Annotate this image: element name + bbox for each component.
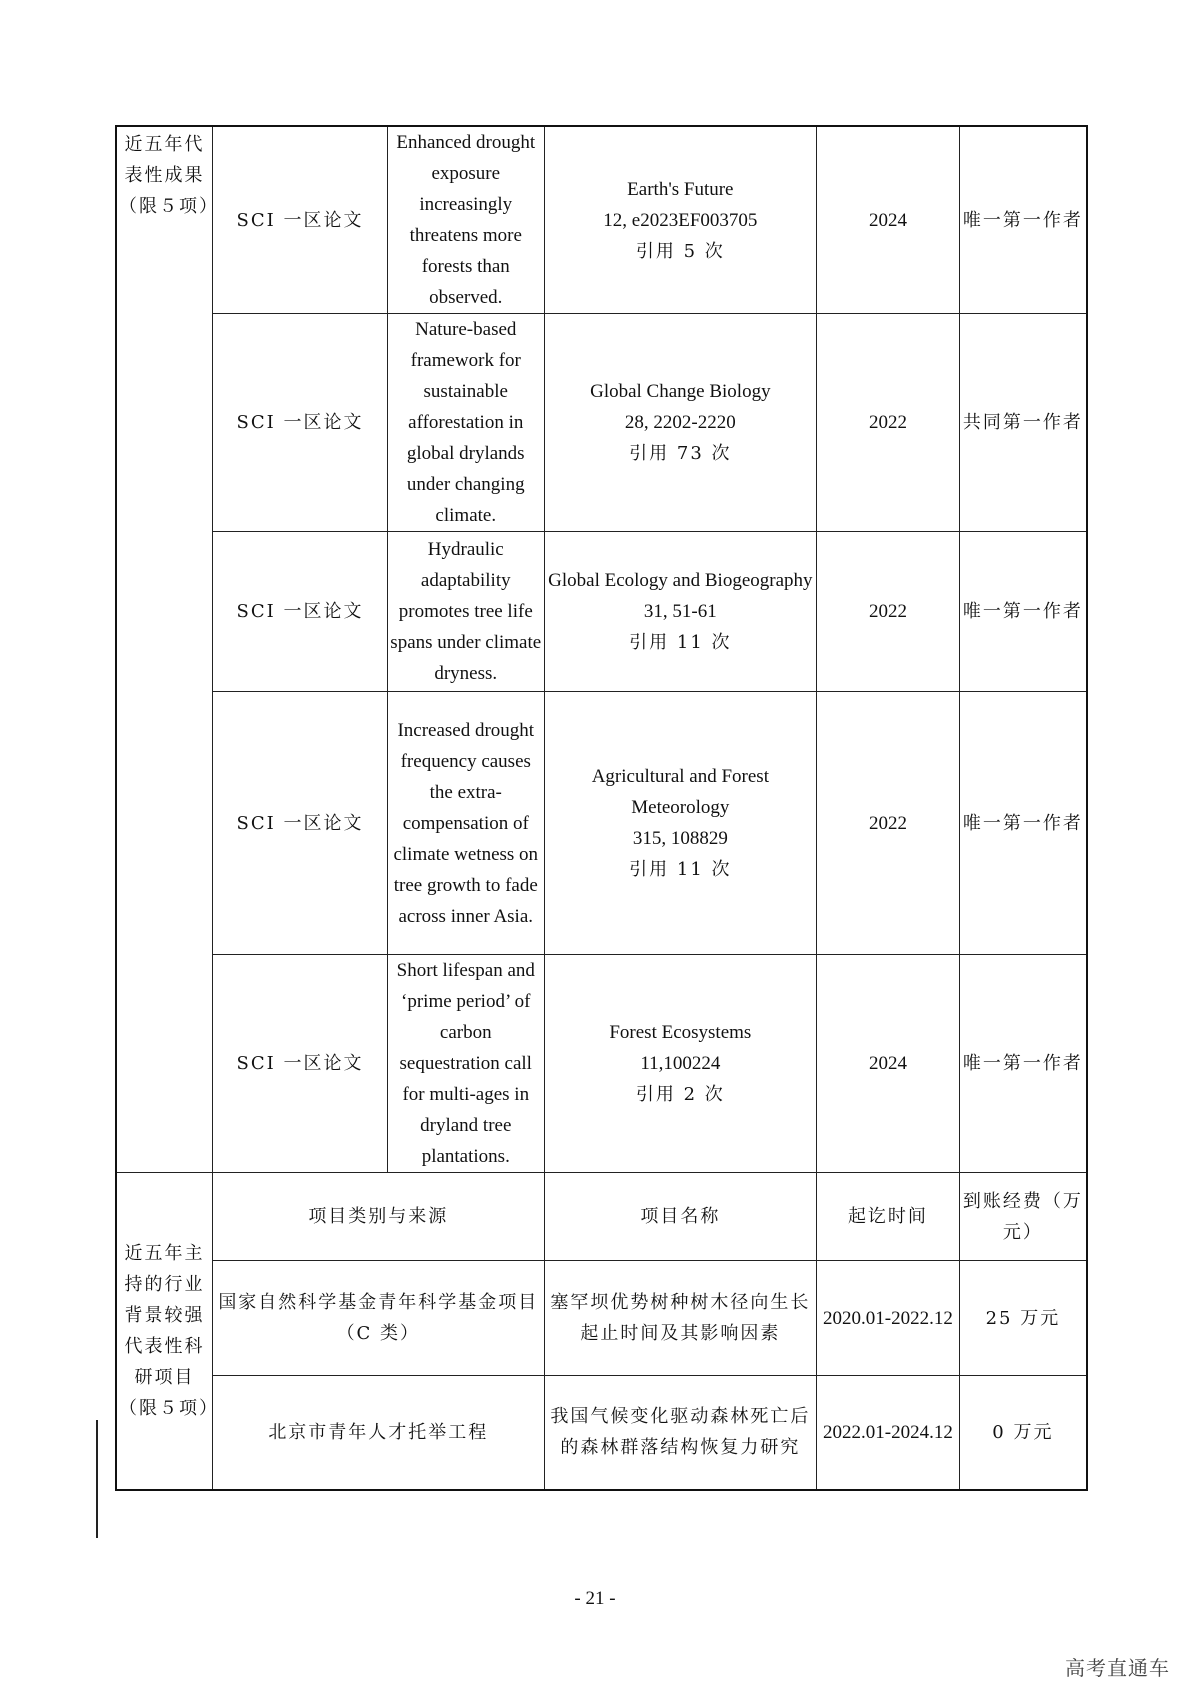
project-period: 2020.01-2022.12: [817, 1261, 960, 1376]
journal-name: Global Ecology and Biogeography: [548, 570, 813, 591]
section2-label: [116, 1173, 219, 1490]
header-project-name: 项目名称: [544, 1173, 817, 1261]
journal-info: [544, 955, 817, 1173]
project-period: 2022.01-2024.12: [817, 1376, 960, 1490]
label-line: （限５项）: [119, 196, 219, 217]
project-row: [116, 1261, 1087, 1376]
label-line: 代表性科: [124, 1335, 205, 1357]
journal-name: Global Change Biology: [590, 381, 771, 402]
author-role: 唯一第一作者: [959, 532, 1087, 692]
journal-name: Agricultural and Forest Meteorology: [591, 766, 769, 818]
achievement-type: SCI 一区论文: [213, 314, 388, 532]
journal-info: [544, 314, 817, 532]
achievement-type: SCI 一区论文: [213, 532, 388, 692]
journal-volume: 28, 2202-2220: [624, 412, 736, 433]
project-category: 北京市青年人才托举工程: [213, 1376, 545, 1490]
label-line: 研项目: [134, 1366, 195, 1388]
year: 2022: [817, 314, 960, 532]
achievement-type: SCI 一区论文: [213, 955, 388, 1173]
section1-label: [116, 126, 219, 1173]
project-name: 塞罕坝优势树种树木径向生长起止时间及其影响因素: [544, 1261, 817, 1376]
year: 2022: [817, 532, 960, 692]
project-funding: 25 万元: [959, 1261, 1087, 1376]
journal-volume: 31, 51-61: [643, 601, 717, 622]
achievement-row: [116, 692, 1087, 955]
label-line: （限５项）: [119, 1397, 219, 1419]
paper-title: Nature-based framework for sustainable afforestation in global drylands under changing climate.: [387, 314, 544, 532]
journal-info: [544, 532, 817, 692]
project-funding: 0 万元: [959, 1376, 1087, 1490]
label-line: 近五年主: [124, 1242, 205, 1264]
paper-title: Increased drought frequency causes the extra-compensation of climate wetness on tree growth to fade across inner Asia.: [387, 692, 544, 955]
page-number: - 21 -: [574, 1588, 616, 1609]
paper-title: Short lifespan and ‘prime period’ of carbon sequestration call for multi-ages in dryland tree plantations.: [387, 955, 544, 1173]
journal-volume: 12, e2023EF003705: [603, 209, 758, 231]
watermark-text: 高考直通车: [1065, 1656, 1170, 1680]
project-row: [116, 1376, 1087, 1490]
label-line: 近五年代: [124, 134, 205, 155]
achievement-row: [116, 126, 1087, 314]
achievement-row: [116, 314, 1087, 532]
journal-name: Forest Ecosystems: [609, 1022, 752, 1043]
citation-count: 引用 5 次: [635, 240, 725, 262]
label-line: 表性成果: [124, 165, 205, 186]
year: 2024: [817, 126, 960, 314]
citation-count: 引用 2 次: [635, 1084, 725, 1105]
label-line: 背景较强: [124, 1304, 205, 1326]
header-period: 起讫时间: [817, 1173, 960, 1261]
author-role: 共同第一作者: [959, 314, 1087, 532]
paper-title: Enhanced drought exposure increasingly threatens more forests than observed.: [387, 126, 544, 314]
project-name: 我国气候变化驱动森林死亡后的森林群落结构恢复力研究: [544, 1376, 817, 1490]
journal-name: Earth's Future: [627, 178, 734, 200]
project-header-row: [116, 1173, 1087, 1261]
label-line: 持的行业: [124, 1273, 205, 1295]
journal-volume: 11,100224: [640, 1053, 721, 1074]
author-role: 唯一第一作者: [959, 126, 1087, 314]
achievement-type: SCI 一区论文: [213, 126, 388, 314]
citation-count: 引用 11 次: [629, 632, 732, 653]
achievement-row: [116, 955, 1087, 1173]
project-category: 国家自然科学基金青年科学基金项目（C 类）: [213, 1261, 545, 1376]
journal-volume: 315, 108829: [632, 828, 728, 849]
paper-title: Hydraulic adaptability promotes tree life spans under climate dryness.: [387, 532, 544, 692]
header-funding: 到账经费（万元）: [959, 1173, 1087, 1261]
journal-info: [544, 126, 817, 314]
author-role: 唯一第一作者: [959, 692, 1087, 955]
achievement-row: [116, 532, 1087, 692]
citation-count: 引用 11 次: [629, 859, 732, 880]
achievements-table: [115, 125, 1088, 1491]
margin-rule: [96, 1420, 98, 1538]
journal-info: [544, 692, 817, 955]
year: 2022: [817, 692, 960, 955]
header-category: 项目类别与来源: [213, 1173, 545, 1261]
achievement-type: SCI 一区论文: [213, 692, 388, 955]
citation-count: 引用 73 次: [629, 443, 732, 464]
year: 2024: [817, 955, 960, 1173]
author-role: 唯一第一作者: [959, 955, 1087, 1173]
